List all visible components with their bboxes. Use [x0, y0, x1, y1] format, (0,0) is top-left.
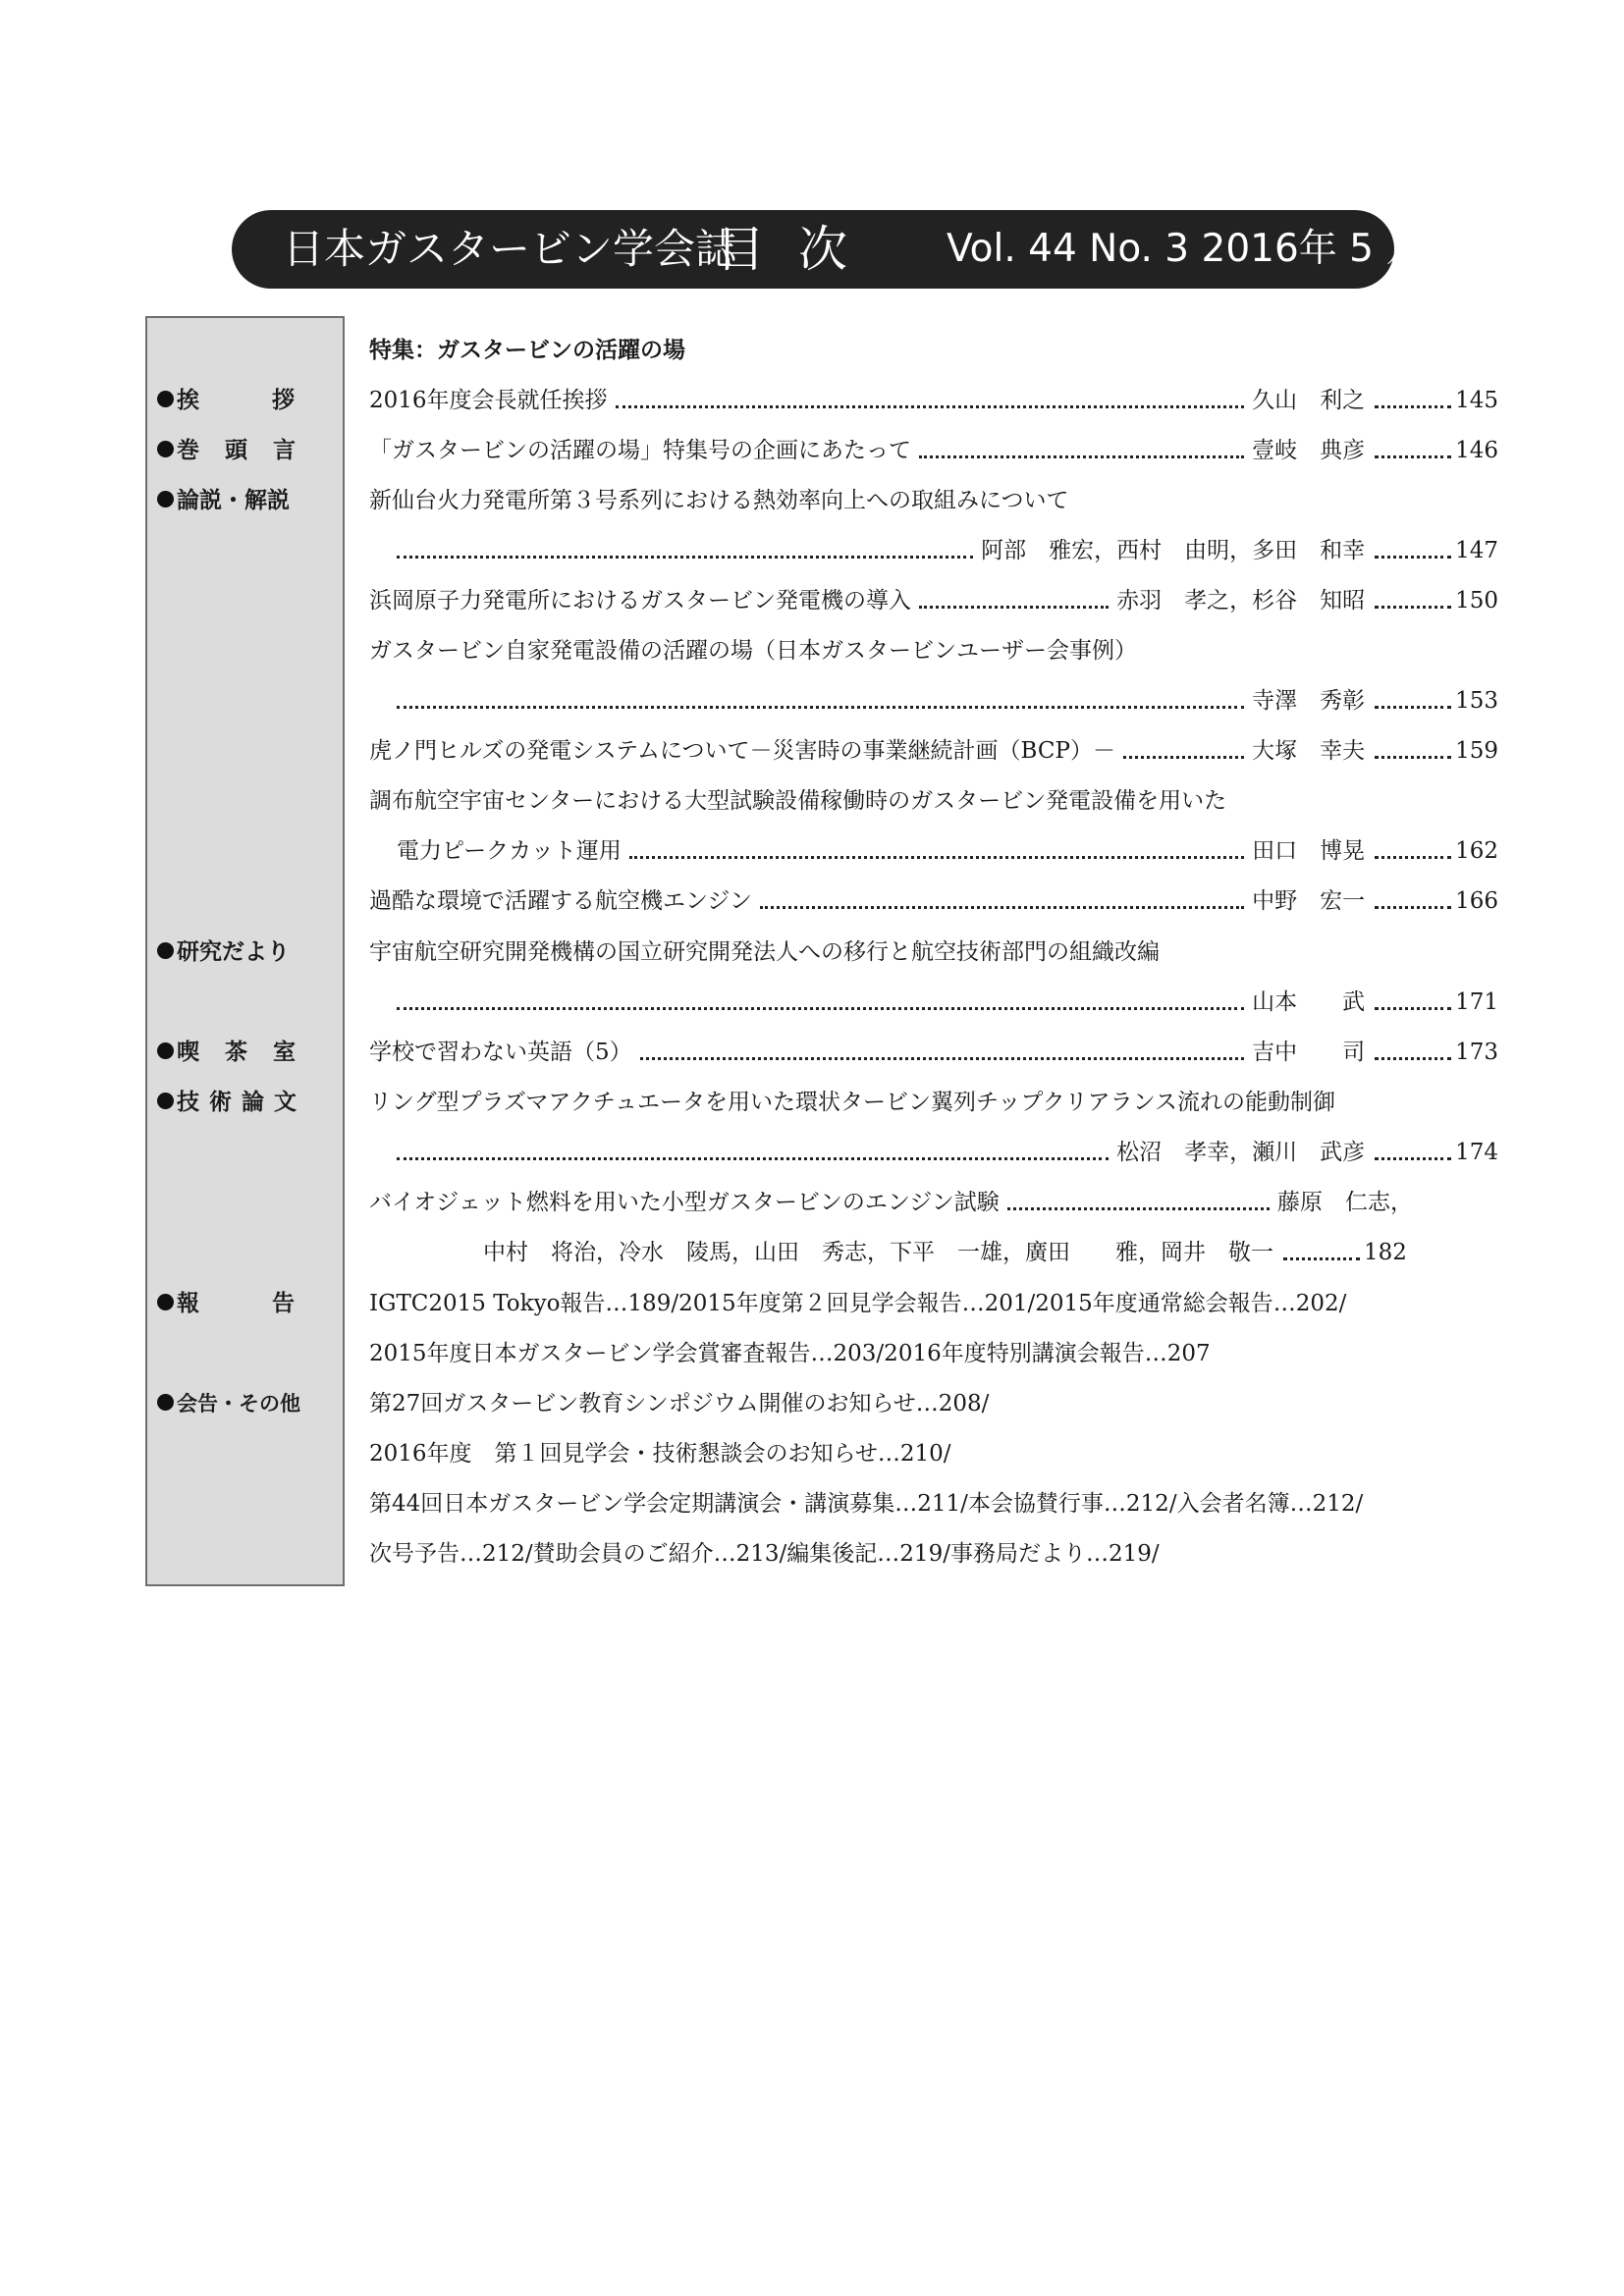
category-kantougen: 巻頭言 — [157, 426, 304, 476]
notice-line: 次号予告…212/賛助会員のご紹介…213/編集後記…219/事務局だより…219/ — [369, 1541, 1160, 1567]
toc-entry: 中村 将治，冷水 陵馬，山田 秀志，下平 一雄，廣田 雅，岡井 敬一 182 — [483, 1240, 1407, 1265]
category-kissa: 喫茶室 — [157, 1028, 304, 1078]
toc-entry: 2016年度会長就任挨拶 久山 利之 145 — [369, 388, 1498, 413]
bullet-icon — [157, 942, 174, 959]
toc-entry: 寺澤 秀彰 153 — [397, 676, 1498, 726]
bullet-icon — [157, 491, 174, 507]
bullet-icon — [157, 441, 174, 457]
toc-entry-title: 新仙台火力発電所第３号系列における熱効率向上への取組みについて — [369, 488, 1069, 513]
category-houkoku: 報告 — [157, 1279, 304, 1329]
toc-entry-title: 調布航空宇宙センターにおける大型試験設備稼働時のガスタービン発電設備を用いた — [369, 788, 1227, 814]
category-kaikoku: 会告・その他 — [157, 1379, 304, 1429]
bullet-icon — [157, 1294, 174, 1310]
header-banner — [232, 210, 1425, 289]
toc-entry: 虎ノ門ヒルズの発電システムについて－災害時の事業継続計画（BCP）－ 大塚 幸夫 159 — [369, 738, 1498, 764]
category-kenkyu: 研究だより — [157, 928, 304, 978]
toc-entry-title: ガスタービン自家発電設備の活躍の場（日本ガスタービンユーザー会事例） — [369, 638, 1137, 664]
toc-entry: バイオジェット燃料を用いた小型ガスタービンのエンジン試験 藤原 仁志， — [369, 1190, 1413, 1215]
bullet-icon — [157, 1093, 174, 1109]
notice-line: 第27回ガスタービン教育シンポジウム開催のお知らせ…208/ — [369, 1391, 990, 1416]
special-issue-title: 特集：ガスタービンの活躍の場 — [369, 338, 685, 363]
report-line: IGTC2015 Tokyo報告…189/2015年度第２回見学会報告…201/2015年度通常総会報告…202/ — [369, 1291, 1347, 1316]
journal-title: 日本ガスタービン学会誌 — [283, 225, 737, 273]
toc-entry-title: リング型プラズマアクチュエータを用いた環状タービン翼列チップクリアランス流れの能動制御 — [369, 1090, 1335, 1115]
bullet-icon — [157, 391, 174, 407]
toc-entry: 浜岡原子力発電所におけるガスタービン発電機の導入 赤羽 孝之，杉谷 知昭 150 — [369, 588, 1498, 614]
toc-entry: 「ガスタービンの活躍の場」特集号の企画にあたって 壹岐 典彦 146 — [369, 438, 1498, 463]
category-ronsetsu: 論説・解説 — [157, 476, 304, 526]
notice-line: 第44回日本ガスタービン学会定期講演会・講演募集…211/本会協賛行事…212/入会者名簿…212/ — [369, 1491, 1364, 1517]
report-line: 2015年度日本ガスタービン学会賞審査報告…203/2016年度特別講演会報告…207 — [369, 1341, 1211, 1366]
toc-entry: 過酷な環境で活躍する航空機エンジン 中野 宏一 166 — [369, 888, 1498, 914]
toc-entry: 電力ピークカット運用 田口 博晃 162 — [397, 838, 1498, 864]
toc-entry: 阿部 雅宏，西村 由明，多田 和幸 147 — [397, 526, 1498, 576]
toc-heading: 目次 — [716, 221, 881, 278]
issue-info: Vol. 44 No. 3 2016年 5 月 — [947, 227, 1425, 271]
toc-entry-title: 宇宙航空研究開発機構の国立研究開発法人への移行と航空技術部門の組織改編 — [369, 939, 1160, 965]
toc-entry: 松沼 孝幸，瀬川 武彦 174 — [397, 1128, 1498, 1178]
notice-line: 2016年度 第１回見学会・技術懇談会のお知らせ…210/ — [369, 1441, 951, 1467]
bullet-icon — [157, 1042, 174, 1059]
bullet-icon — [157, 1394, 174, 1411]
toc-entry: 山本 武 171 — [397, 978, 1498, 1028]
category-aisatsu: 挨拶 — [157, 376, 304, 426]
toc-entry: 学校で習わない英語（5） 吉中 司 173 — [369, 1040, 1498, 1065]
category-gijutsu: 技術論文 — [157, 1078, 304, 1128]
